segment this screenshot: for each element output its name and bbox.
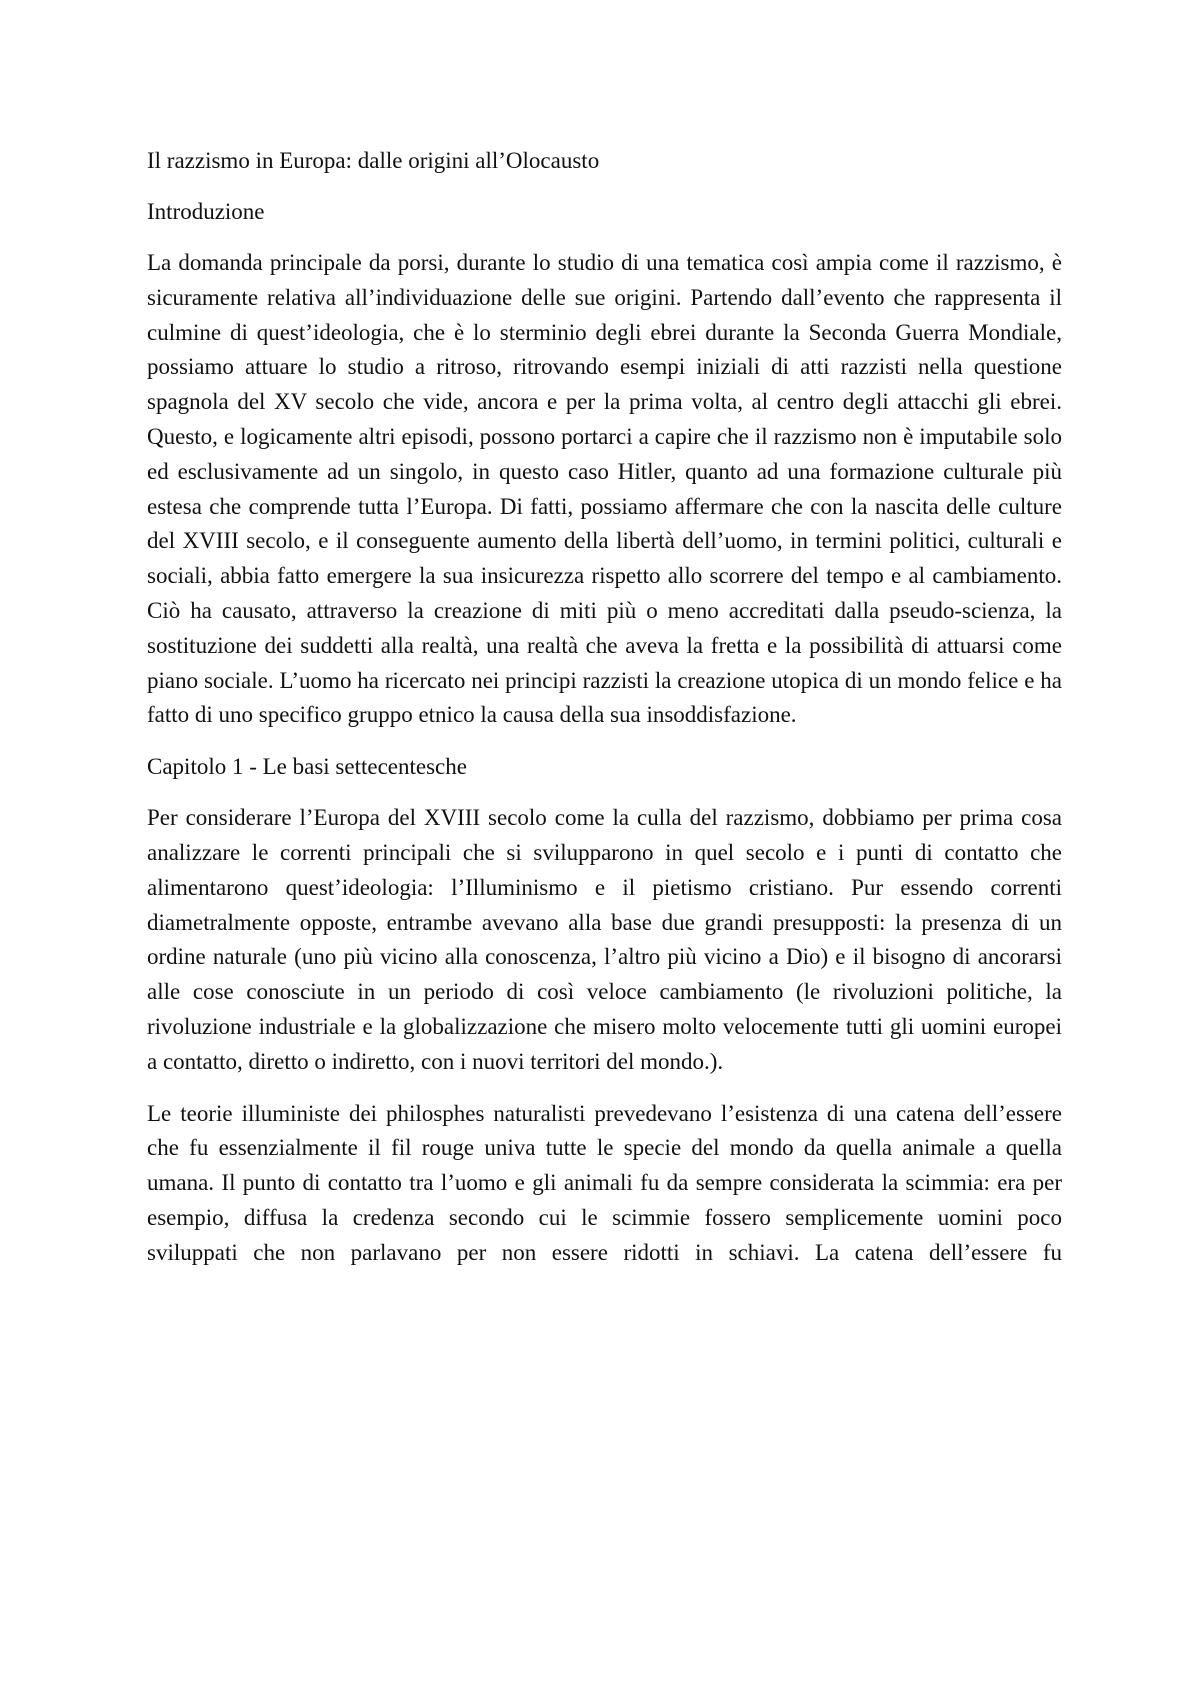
chapter1-paragraph-1: Per considerare l’Europa del XVIII secolo come la culla del razzismo, dobbiamo per prima cosa analizzare le correnti principali che si svilupparono in quel secolo e i punti di contatto che alimentarono quest’ideologia: l’Illuminismo e il pietismo cristiano. Pur essendo correnti diametralmente opposte, entrambe avevano alla base due grandi presupposti: la presenza di un ordine naturale (uno più vicino alla conoscenza, l’altro più vicino a Dio) e il bisogno di ancorarsi alle cose conosciute in un periodo di così veloce cambiamento (le rivoluzioni politiche, la rivoluzione industriale e la globalizzazione che misero molto velocemente tutti gli uomini europei a contatto, diretto o indiretto, con i nuovi territori del mondo.). bbox=[147, 805, 1062, 1074]
chapter1-paragraph-2: Le teorie illuministe dei philosphes naturalisti prevedevano l’esistenza di una catena dell’essere che fu essenzialmente il fil rouge univa tutte le specie del mondo da quella animale a quella umana. Il punto di contatto tra l’uomo e gli animali fu da sempre considerata la scimmia: era per esempio, diffusa la credenza secondo cui le scimmie fossero semplicemente uomini poco sviluppati che non parlavano per non essere ridotti in schiavi. La catena dell’essere fu bbox=[147, 1100, 1062, 1265]
intro-heading: Introduzione bbox=[147, 199, 265, 224]
intro-paragraph: La domanda principale da porsi, durante lo studio di una tematica così ampia come il razzismo, è sicuramente relativa all’individuazione delle sue origini. Partendo dall’evento che rappresenta il culmine di quest’ideologia, che è lo sterminio degli ebrei durante la Seconda Guerra Mondiale, possiamo attuare lo studio a ritroso, ritrovando esempi iniziali di atti razzisti nella questione spagnola del XV secolo che vide, ancora e per la prima volta, al centro degli attacchi gli ebrei. Questo, e logicamente altri episodi, possono portarci a capire che il razzismo non è imputabile solo ed esclusivamente ad un singolo, in questo caso Hitler, quanto ad una formazione culturale più estesa che comprende tutta l’Europa. Di fatti, possiamo affermare che con la nascita delle culture del XVIII secolo, e il conseguente aumento della libertà dell’uomo, in termini politici, culturali e sociali, abbia fatto emergere la sua insicurezza rispetto allo scorrere del tempo e al cambiamento. Ciò ha causato, attraverso la creazione di miti più o meno accreditati dalla pseudo-scienza, la sostituzione dei suddetti alla realtà, una realtà che aveva la fretta e la possibilità di attuarsi come piano sociale. L’uomo ha ricercato nei principi razzisti la creazione utopica di un mondo felice e ha fatto di uno specifico gruppo etnico la causa della sua insoddisfazione. bbox=[147, 250, 1062, 728]
document-title: Il razzismo in Europa: dalle origini all’Olocausto bbox=[147, 148, 600, 173]
chapter1-heading: Capitolo 1 - Le basi settecentesche bbox=[147, 754, 467, 780]
document-body bbox=[147, 144, 1062, 1271]
